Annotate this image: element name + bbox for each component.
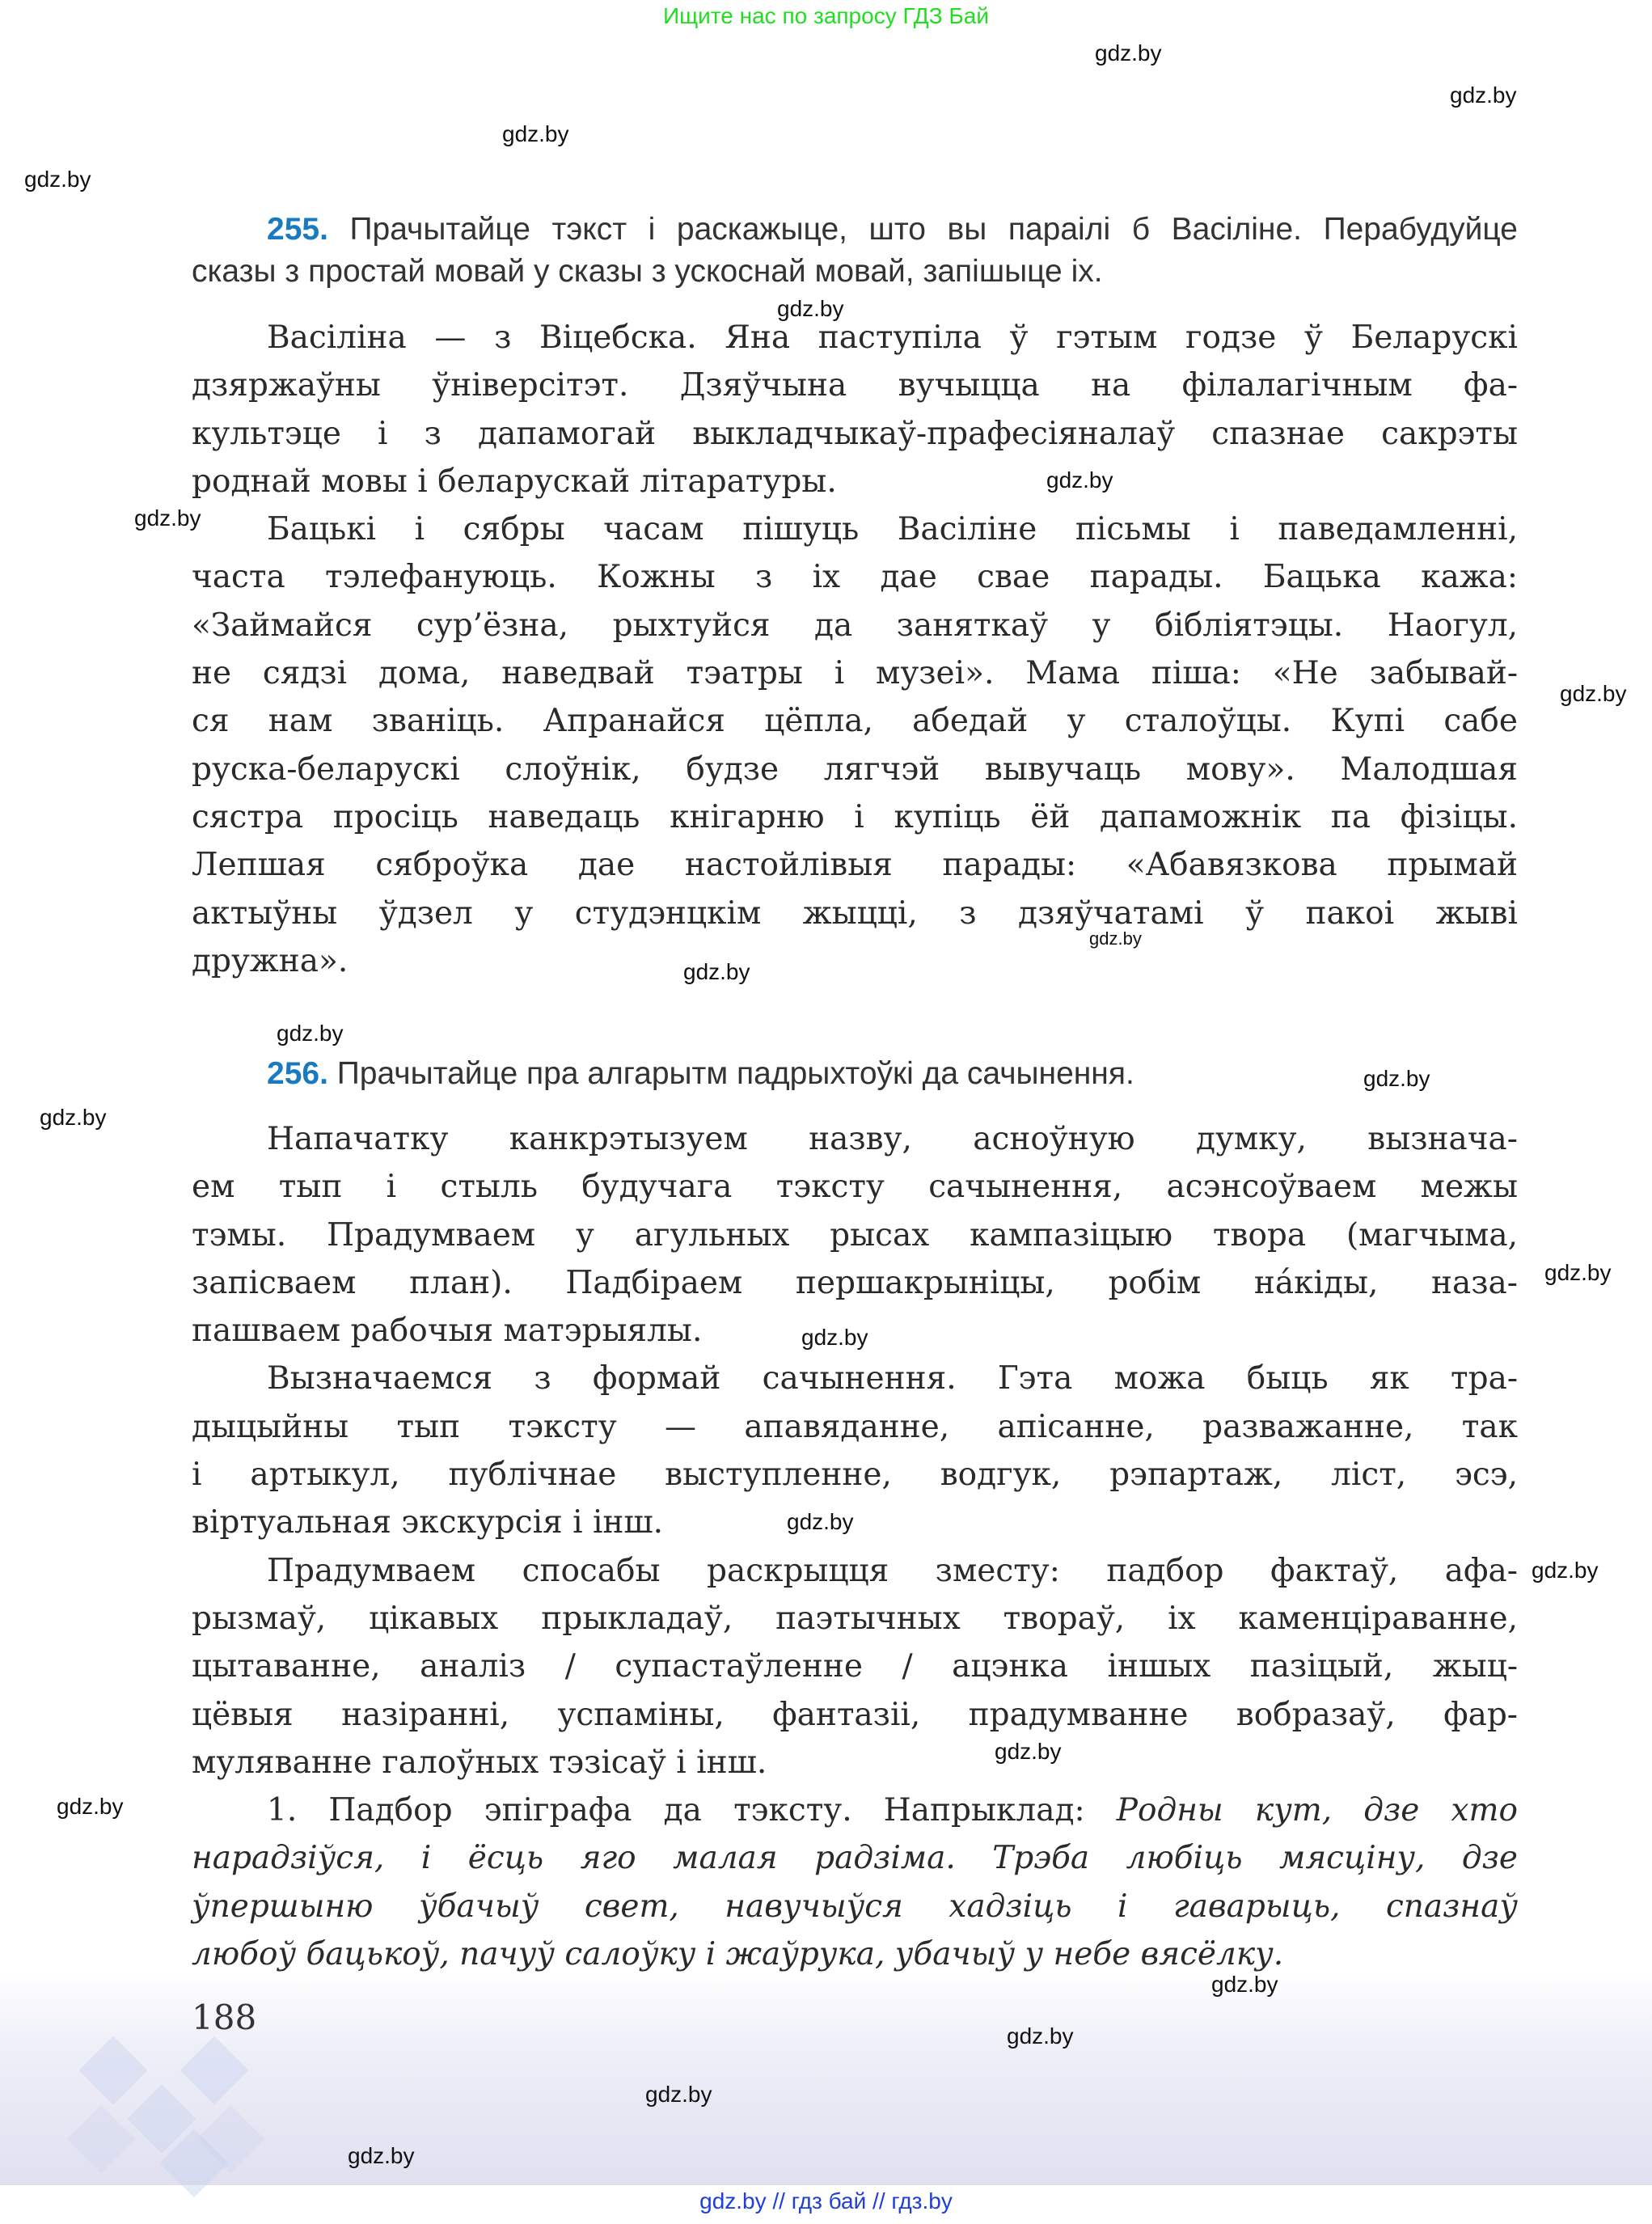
- decorative-diamond: [79, 2036, 148, 2105]
- watermark: gdz.by: [134, 505, 201, 531]
- text-line: тэмы. Прадумваем у агульных рысах кампазіцыю твора (магчыма,: [192, 1216, 1518, 1254]
- text-line: Напачатку канкрэтызуем назву, асноўную думку, вызнача-: [267, 1121, 1518, 1157]
- watermark: gdz.by: [24, 167, 91, 192]
- task-line: [192, 209, 1518, 251]
- epigraph-text: нарадзіўся, і ёсць яго малая радзіма. Трэба любіць мясціну, дзе: [192, 1840, 1518, 1877]
- text-line: Бацькі і сябры часам пішуць Васіліне пісьмы і паведамленні,: [267, 511, 1518, 548]
- text-line: дыцыйны тып тэксту — апавяданне, апісанне, разважанне, так: [192, 1408, 1518, 1445]
- watermark: gdz.by: [1046, 467, 1113, 493]
- watermark: gdz.by: [1007, 2023, 1074, 2049]
- epigraph-text: ўпершыню ўбачыў свет, навучыўся хадзіць і гаварыць, спазнаў: [192, 1888, 1518, 1925]
- text-line: руска-беларускі слоўнік, будзе лягчэй вывучаць мову». Малодшая: [192, 750, 1518, 788]
- text-line: «Займайся сур’ёзна, рыхтуйся да заняткаў у бібліятэцы. Наогул,: [192, 607, 1518, 644]
- text-line: цёвыя назіранні, успаміны, фантазіі, прадумванне вобразаў, фар-: [192, 1696, 1518, 1733]
- text-line: актыўны ўдзел у студэнцкім жыцці, з дзяўчатамі ў пакоі жыві: [192, 894, 1518, 932]
- text-line: і артыкул, публічнае выступленне, водгук, рэпартаж, ліст, эсэ,: [192, 1457, 1518, 1494]
- watermark: gdz.by: [1211, 1972, 1278, 1997]
- text-line: культэце і з дапамогай выкладчыкаў-прафесіяналаў спазнае сакрэты: [192, 415, 1518, 452]
- page-number: 188: [192, 1998, 257, 2037]
- epigraph-text: любоў бацькоў, пачуў салоўку і жаўрука, убачыў у небе вясёлку.: [192, 1936, 1284, 1973]
- watermark: gdz.by: [995, 1739, 1062, 1764]
- epigraph-text: Родны кут, дзе хто: [1116, 1792, 1518, 1829]
- watermark: gdz.by: [777, 296, 844, 321]
- watermark: gdz.by: [348, 2143, 415, 2168]
- task-text: Прачытайце тэкст і раскажыце, што вы параілі б Васіліне. Перабудуйце: [349, 212, 1518, 247]
- task-255: [192, 209, 1518, 293]
- text-line: дружна».: [192, 942, 349, 979]
- decorative-diamond: [67, 2105, 136, 2174]
- task-line: сказы з простай мовай у сказы з ускоснай мовай, запішыце іх.: [192, 254, 1103, 289]
- watermark: gdz.by: [502, 121, 569, 146]
- text-line: дзяржаўны ўніверсітэт. Дзяўчына вучыцца на філалагічным фа-: [192, 367, 1518, 404]
- text-line: 1. Падбор эпіграфа да тэксту. Напрыклад: Родны кут, дзе хто: [267, 1792, 1518, 1829]
- watermark: gdz.by: [1560, 681, 1627, 706]
- watermark: gdz.by: [645, 2082, 712, 2107]
- watermark: gdz.by: [1095, 40, 1162, 66]
- text-line: [192, 1834, 1518, 1882]
- task-line: [192, 1053, 1518, 1095]
- text-line: муляванне галоўных тэзісаў і інш.: [192, 1744, 767, 1781]
- watermark: gdz.by: [787, 1509, 854, 1534]
- text-line: цытаванне, аналіз / супастаўленне / ацэнка іншых пазіцый, жыц-: [192, 1648, 1518, 1685]
- watermark: gdz.by: [40, 1105, 107, 1130]
- task-number: 256.: [267, 1056, 328, 1091]
- decorative-diamond: [180, 2036, 249, 2105]
- text-line: роднай мовы і беларускай літаратуры.: [192, 463, 837, 500]
- text-line: Васіліна — з Віцебска. Яна паступіла ў гэтым годзе ў Беларускі: [267, 319, 1518, 356]
- text-line: Вызначаемся з формай сачынення. Гэта можа быць як тра-: [267, 1360, 1518, 1397]
- text-256: [192, 1115, 1518, 1978]
- text-line: пашваем рабочыя матэрыялы.: [192, 1313, 703, 1350]
- text-line: віртуальная экскурсія і інш.: [192, 1504, 664, 1541]
- text-line: сястра просіць наведаць кнігарню і купіць ёй дапаможнік па фізіцы.: [192, 798, 1518, 835]
- search-banner[interactable]: Ищите нас по запросу ГДЗ Бай: [662, 3, 990, 28]
- watermark: gdz.by: [1363, 1066, 1430, 1091]
- text-line: [192, 1930, 1518, 1978]
- watermark: gdz.by: [1450, 82, 1517, 108]
- text-line: рызмаў, цікавых прыкладаў, паэтычных твораў, іх каменціраванне,: [192, 1600, 1518, 1637]
- watermark: gdz.by: [683, 959, 750, 984]
- task-text: Прачытайце пра алгарытм падрыхтоўкі да сачынення.: [336, 1056, 1134, 1091]
- text-line: ся нам званіць. Апранайся цёпла, абедай у сталоўцы. Купі сабе: [192, 703, 1518, 740]
- watermark: gdz.by: [1532, 1558, 1599, 1583]
- watermark: gdz.by: [1089, 928, 1142, 949]
- task-number: 255.: [267, 212, 328, 247]
- watermark: gdz.by: [277, 1021, 344, 1046]
- text-255: [192, 314, 1518, 985]
- text-line: Прадумваем спосабы раскрыцця зместу: падбор фактаў, афа-: [267, 1552, 1518, 1589]
- watermark: gdz.by: [801, 1325, 868, 1350]
- task-256: [192, 1053, 1518, 1095]
- text-line: [192, 1883, 1518, 1930]
- text-line: часта тэлефануюць. Кожны з іх дае свае парады. Бацька кажа:: [192, 559, 1518, 596]
- watermark: gdz.by: [57, 1794, 124, 1819]
- text-line: Лепшая сяброўка дае настойлівыя парады: «Абавязкова прымай: [192, 847, 1518, 884]
- text-line: запісваем план). Падбіраем першакрыніцы, робім на́кіды, наза-: [192, 1264, 1518, 1301]
- text-line: не сядзі дома, наведвай тэатры і музеі». Мама піша: «Не забывай-: [192, 655, 1518, 692]
- footer-links[interactable]: gdz.by // гдз бай // гдз.by: [699, 2188, 953, 2213]
- text-line: ем тып і стыль будучага тэксту сачынення, асэнсоўваем межы: [192, 1169, 1518, 1206]
- watermark: gdz.by: [1544, 1260, 1612, 1285]
